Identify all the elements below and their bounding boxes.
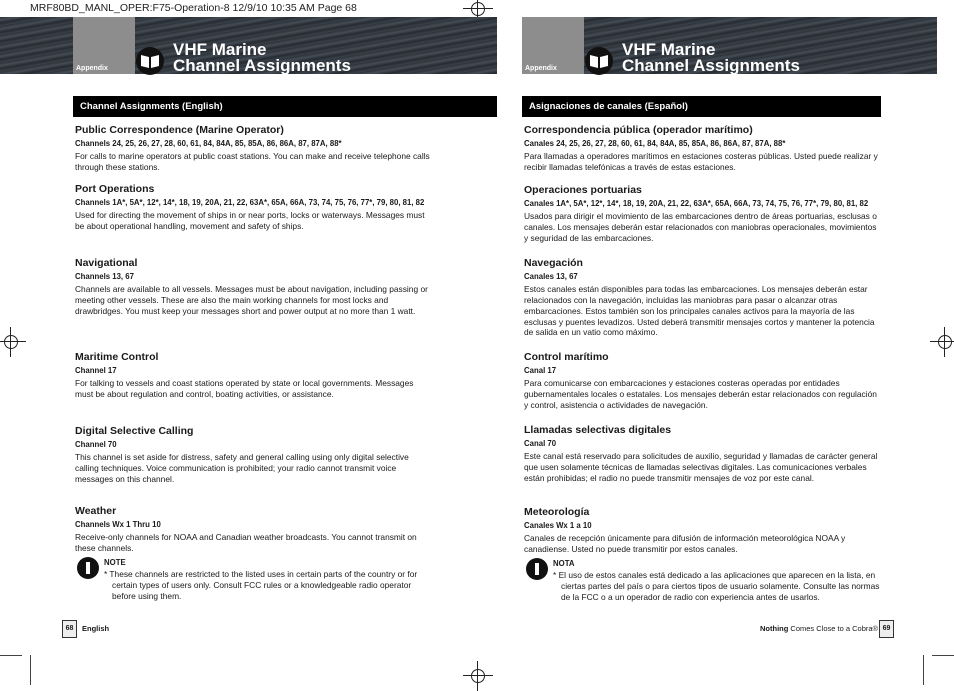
registration-mark-bottom [469, 667, 487, 685]
section-heading: Channel Assignments (English) [73, 96, 497, 117]
channel-item: Digital Selective Calling Channel 70 This channel is set aside for distress, safety and general calling using only digital selective calling techniques. Voice communication is prohibited; your radio cannot transmit voice messages on this channel. [75, 425, 409, 484]
page-left: Appendix VHF Marine Channel Assignments Channel Assignments (English) Public Correspondence (Marine Operator) Channels 24, 25, 26, 27, 28, 60, 61, 84, 84A, 85, 85A, 86, 86A, 87, 87A, 88* For calls to marine operators at public coast stations. You can make and receive telephone calls through these stations. Port Operations Channels 1A*, 5A*, 12*, 14*, 18, 19, 20A, 21, 22, 63A*, 65A, 66A, 73, 74, 75, 76, 77*, 79, 80, 81, 82 Used for directing the movement of ships in or near ports, locks or waterways. Messages must be about operational handling, movement and safety of ships. Navigational Channels 13, 67 Channels are available to all vessels. Messages must be about navigation, including passing or meeting other vessels. These are also the main working channels for most locks and drawbridges. You must keep your messages short and power output at no more than 1 watt. Maritime Control Channel 17 For talking to vessels and coast stations operated by state or local governments. Messages must be about regulation and control, boating activities, or assistance. Digital Selective Calling Channel 70 This channel is set aside for distress, safety and general calling using only digital selective calling techniques. Voice communication is prohibited; your radio cannot transmit voice messages on this channel. Weather Channels Wx 1 Thru 10 Receive-only channels for NOAA and Canadian weather broadcasts. You cannot transmit on these channels. NOTE * These channels are restricted to the listed uses in certain parts of the country or for certain types of users only. Consult FCC rules or a knowledgeable radio operator before using them. 68 English [73, 17, 497, 637]
channel-item: Llamadas selectivas digitales Canal 70 Este canal está reservado para solicitudes de auxilio, seguridad y llamadas de carácter general que usen solamente técnicas de llamadas selectivas digitales. Las comunicaciones verbales están prohibidas; el radio no puede transmitir mensajes de voz por este canal. [524, 424, 878, 483]
note-icon [526, 558, 548, 580]
tab-label: Appendix [76, 65, 108, 72]
print-slug: MRF80BD_MANL_OPER:F75-Operation-8 12/9/10 10:35 AM Page 68 [30, 2, 357, 14]
channel-item: Operaciones portuarias Canales 1A*, 5A*, 12*, 14*, 18, 19, 20A, 21, 22, 63A*, 65A, 66A, 73, 74, 75, 76, 77*, 79, 80, 81, 82 Usados para dirigir el movimiento de las embarcaciones dentro de áreas portuarias, esclusas o canales. Los mensajes deberán estar relacionados con maniobras operacionales, movimientos y seguridad de las embarcaciones. [524, 184, 877, 243]
note-icon [77, 557, 99, 579]
tab-label: Appendix [525, 65, 557, 72]
footer-tagline: Nothing Comes Close to a Cobra® [760, 624, 879, 633]
appendix-tab [73, 17, 135, 74]
channel-item: Maritime Control Channel 17 For talking to vessels and coast stations operated by state or local governments. Messages must be about regulation and control, boating activities, or assistance. [75, 351, 414, 399]
page-number: 69 [879, 620, 894, 638]
crop-mark [923, 655, 924, 685]
footer-language: English [82, 624, 110, 633]
channel-item: Correspondencia pública (operador marítimo) Canales 24, 25, 26, 27, 28, 60, 61, 84, 84A, 85, 85A, 86, 86A, 87, 87A, 88* Para llamadas a operadores marítimos en estaciones costeras públicas. Usted puede realizar y recibir llamadas telefónicas a través de estas estaciones. [524, 124, 878, 172]
page-title: VHF Marine Channel Assignments [173, 40, 351, 75]
registration-mark-left [2, 333, 20, 351]
channel-item: Navegación Canales 13, 67 Estos canales están disponibles para todas las embarcaciones. Los mensajes deberán estar relacionados con la navegación, incluidas las maniobras para pasar o alcanzar otras embarcaciones. Estos también son los principales canales activos para la mayoría de las esclusas y puentes levadizos. Usted deberá transmitir mensajes cortos y mantener la potencia de salida en un vatio como máximo. [524, 257, 875, 338]
channel-item: Navigational Channels 13, 67 Channels are available to all vessels. Messages must be about navigation, including passing or meeting other vessels. These are also the main working channels for most locks and drawbridges. You must keep your messages short and power output at no more than 1 watt. [75, 257, 428, 316]
channel-item: Weather Channels Wx 1 Thru 10 Receive-only channels for NOAA and Canadian weather broadcasts. You cannot transmit on these channels. [75, 505, 417, 553]
page-number: 68 [62, 620, 77, 638]
page-right: Appendix VHF Marine Channel Assignments Asignaciones de canales (Español) Correspondencia pública (operador marítimo) Canales 24, 25, 26, 27, 28, 60, 61, 84, 84A, 85, 85A, 86, 86A, 87, 87A, 88* Para llamadas a operadores marítimos en estaciones costeras públicas. Usted puede realizar y recibir llamadas telefónicas a través de estas estaciones. Operaciones portuarias Canales 1A*, 5A*, 12*, 14*, 18, 19, 20A, 21, 22, 63A*, 65A, 66A, 73, 74, 75, 76, 77*, 79, 80, 81, 82 Usados para dirigir el movimiento de las embarcaciones dentro de áreas portuarias, esclusas o canales. Los mensajes deberán estar relacionados con maniobras operacionales, movimientos y seguridad de las embarcaciones. Navegación Canales 13, 67 Estos canales están disponibles para todas las embarcaciones. Los mensajes deberán estar relacionados con la navegación, incluidas las maniobras para pasar o alcanzar otras embarcaciones. Estos también son los principales canales activos para la mayoría de las esclusas y puentes levadizos. Usted deberá transmitir mensajes cortos y mantener la potencia de salida en un vatio como máximo. Control marítimo Canal 17 Para comunicarse con embarcaciones y estaciones costeras operadas por entidades gubernamentales locales o estatales. Los mensajes deberán estar relacionados con regulación y control, asistencia o actividades de navegación. Llamadas selectivas digitales Canal 70 Este canal está reservado para solicitudes de auxilio, seguridad y llamadas de carácter general que usen solamente técnicas de llamadas selectivas digitales. Las comunicaciones verbales están prohibidas; el radio no puede transmitir mensajes de voz por este canal. Meteorología Canales Wx 1 a 10 Canales de recepción únicamente para difusión de información meteorológica NOAA y canadiense. Usted no puede transmitir por estos canales. NOTA * El uso de estos canales está dedicado a las aplicaciones que aparecen en la lista, en ciertas partes del país o para ciertos tipos de usuario solamente. Consulte las normas de la FCC o a un operador de radio con experiencia antes de usarlos. Nothing Comes Close to a Cobra® 69 [522, 17, 946, 637]
channel-item: Port Operations Channels 1A*, 5A*, 12*, 14*, 18, 19, 20A, 21, 22, 63A*, 65A, 66A, 73, 74, 75, 76, 77*, 79, 80, 81, 82 Used for directing the movement of ships in or near ports, locks or waterways. Messages must be about operational handling, movement and safety of ships. [75, 183, 425, 231]
registration-mark-top [469, 0, 487, 18]
channel-item: Meteorología Canales Wx 1 a 10 Canales de recepción únicamente para difusión de información meteorológica NOAA y canadiense. Usted no puede transmitir por estos canales. [524, 506, 846, 554]
book-icon [585, 47, 613, 75]
section-heading: Asignaciones de canales (Español) [522, 96, 881, 117]
channel-item: Public Correspondence (Marine Operator) Channels 24, 25, 26, 27, 28, 60, 61, 84, 84A, 85, 85A, 86, 86A, 87, 87A, 88* For calls to marine operators at public coast stations. You can make and receive telephone calls through these stations. [75, 124, 430, 172]
page-title: VHF Marine Channel Assignments [622, 40, 800, 75]
appendix-tab [522, 17, 584, 74]
crop-mark [0, 655, 22, 656]
book-icon [136, 47, 164, 75]
crop-mark [932, 655, 954, 656]
crop-mark [30, 655, 31, 685]
channel-item: Control marítimo Canal 17 Para comunicarse con embarcaciones y estaciones costeras operadas por entidades gubernamentales locales o estatales. Los mensajes deberán estar relacionados con regulación y control, asistencia o actividades de navegación. [524, 351, 877, 410]
